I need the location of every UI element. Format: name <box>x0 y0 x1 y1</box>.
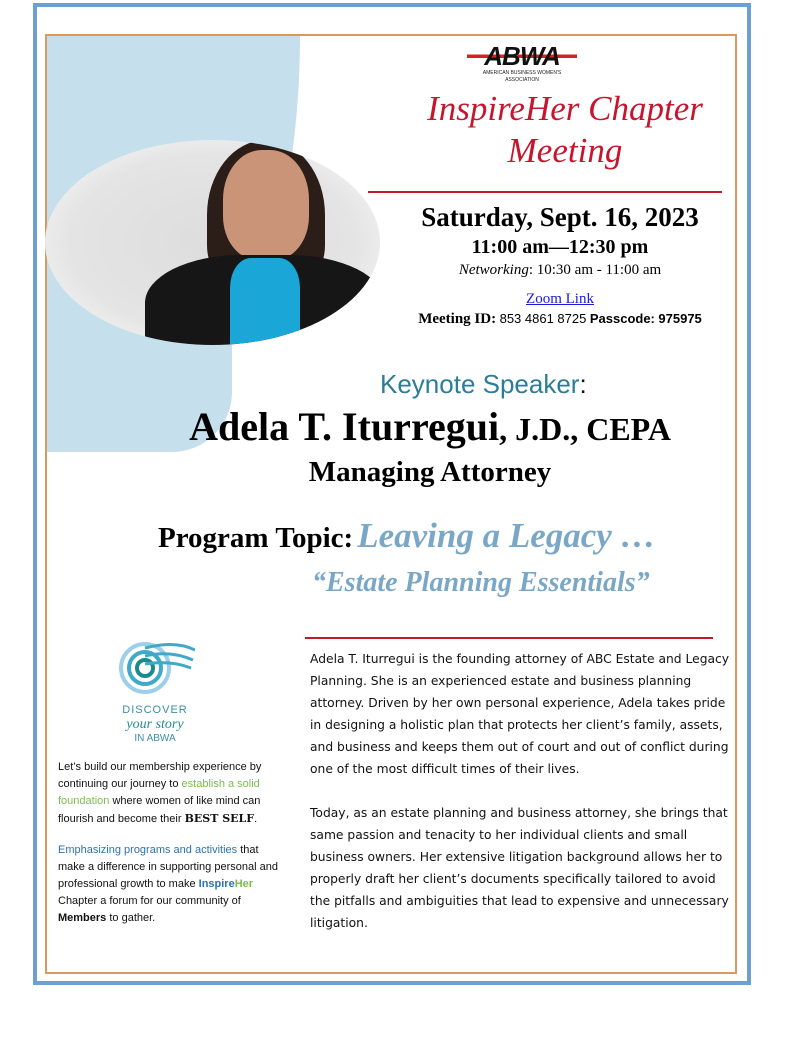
subtopic: “Estate Planning Essentials” <box>312 567 650 598</box>
event-date: Saturday, Sept. 16, 2023 <box>421 202 699 232</box>
program-topic: Program Topic: Leaving a Legacy … <box>158 516 656 555</box>
discover-line-1: DISCOVER <box>122 704 188 716</box>
event-title <box>395 88 735 172</box>
passcode-label: Passcode: <box>589 311 655 326</box>
passcode: 975975 <box>658 311 702 326</box>
swirl-icon <box>115 638 195 698</box>
speaker-name: Adela T. Iturregui, J.D., CEPA <box>189 404 671 449</box>
discover-line-3: IN ABWA <box>134 733 176 744</box>
speaker-and-topic <box>110 366 730 601</box>
divider-2 <box>305 637 713 639</box>
speaker-title: Managing Attorney <box>308 456 552 488</box>
speaker-photo <box>45 140 380 345</box>
membership-paragraph: Let’s build our membership experience by continuing our journey to establish a solid foundation where women of like mind can flourish and become their BEST SELF. <box>58 761 262 825</box>
zoom-link[interactable]: Zoom Link <box>526 291 594 307</box>
programs-paragraph: Emphasizing programs and activities that make a difference in supporting personal and professional growth to make InspireHer Chapter a forum for our community of Members to gather. <box>58 844 278 924</box>
keynote-label: Keynote Speaker: <box>380 369 587 399</box>
event-time: 11:00 am—12:30 pm <box>471 236 649 258</box>
title-line-2: Meeting <box>507 131 623 170</box>
networking <box>385 260 735 280</box>
networking-label: Networking <box>458 262 529 278</box>
abwa-logo: ABWA AMERICAN BUSINESS WOMEN'S ASSOCIATION <box>467 42 577 84</box>
divider <box>368 191 722 193</box>
sidebar <box>58 638 286 927</box>
bio-paragraph-2: Today, as an estate planning and business attorney, she brings that same passion and tenacity to her individual clients and small business owners. Her extensive litigation background allows her to properly draft her client’s documents specifically tailored to avoid the pitfalls and ambiguities that lead to expensive and unnecessary litigation. <box>310 806 729 930</box>
meeting-credentials <box>385 309 735 330</box>
speaker-bio <box>310 648 730 934</box>
meeting-id-label: Meeting ID: <box>418 311 497 327</box>
networking-time: : 10:30 am - 11:00 am <box>528 262 662 278</box>
title-line-1: InspireHer Chapter <box>427 89 703 128</box>
discover-line-2: your story <box>126 717 184 732</box>
meeting-id: 853 4861 8725 <box>499 311 587 326</box>
discover-your-story-logo <box>100 638 210 745</box>
bio-paragraph-1: Adela T. Iturregui is the founding attorney of ABC Estate and Legacy Planning. She is an experienced estate and business planning attorney. Driven by her own personal experience, Adela takes pride in designing a holistic plan that protects her client’s family, assets, and business and keeps them out of court and out of conflict during one of the most difficult times of their lives. <box>310 652 730 776</box>
